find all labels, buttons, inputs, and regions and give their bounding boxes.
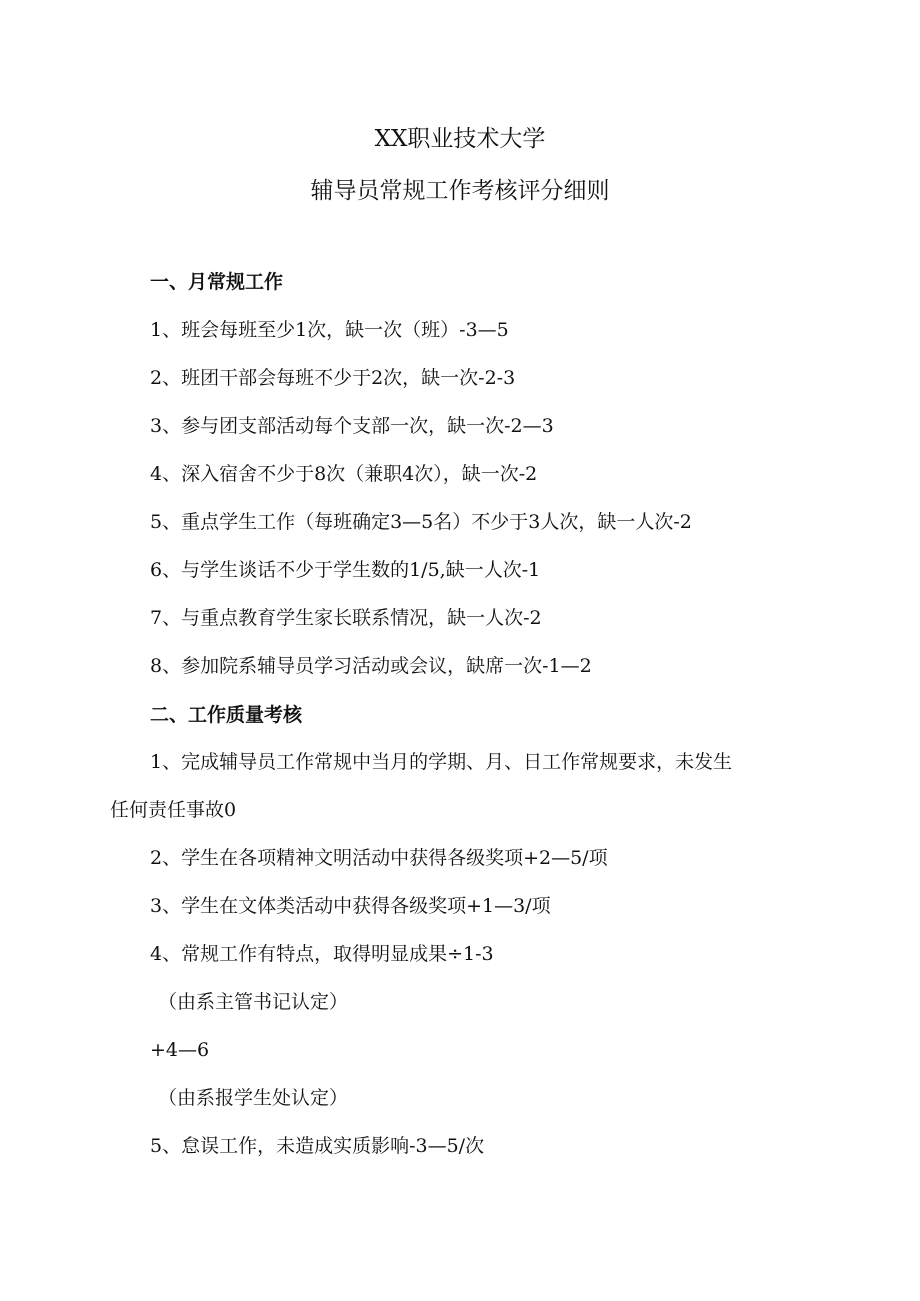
list-item: 8、参加院系辅导员学习活动或会议，缺席一次-1—2 [150,655,592,677]
list-item: 4、常规工作有特点，取得明显成果÷1-3 [150,943,494,965]
list-item: 4、深入宿舍不少于8次（兼职4次），缺一次-2 [150,463,538,485]
note-text: （由系报学生处认定） [158,1087,349,1109]
list-item: 3、参与团支部活动每个支部一次，缺一次-2—3 [150,415,554,437]
score-value: +4—6 [150,1039,210,1061]
list-item: 5、重点学生工作（每班确定3—5名）不少于3人次，缺一人次-2 [150,511,692,533]
list-item: 3、学生在文体类活动中获得各级奖项+1—3/项 [150,895,551,917]
list-item: 5、怠误工作，未造成实质影响-3—5/次 [150,1135,485,1157]
list-item-continuation: 任何责任事故0 [110,799,237,821]
document-title: XX职业技术大学 [374,126,546,152]
list-item: 1、完成辅导员工作常规中当月的学期、月、日工作常规要求，未发生 [150,751,733,773]
list-item: 2、学生在各项精神文明活动中获得各级奖项+2—5/项 [150,847,608,869]
list-item: 7、与重点教育学生家长联系情况，缺一人次-2 [150,607,542,629]
document-subtitle: 辅导员常规工作考核评分细则 [310,178,610,204]
list-item: 1、班会每班至少1次，缺一次（班）-3—5 [150,319,509,341]
section-heading-monthly: 一、月常规工作 [150,271,284,293]
note-text: （由系主管书记认定） [158,991,349,1013]
list-item: 2、班团干部会每班不少于2次，缺一次-2-3 [150,367,516,389]
section-heading-quality: 二、工作质量考核 [150,704,303,726]
list-item: 6、与学生谈话不少于学生数的1/5,缺一人次-1 [150,559,541,581]
